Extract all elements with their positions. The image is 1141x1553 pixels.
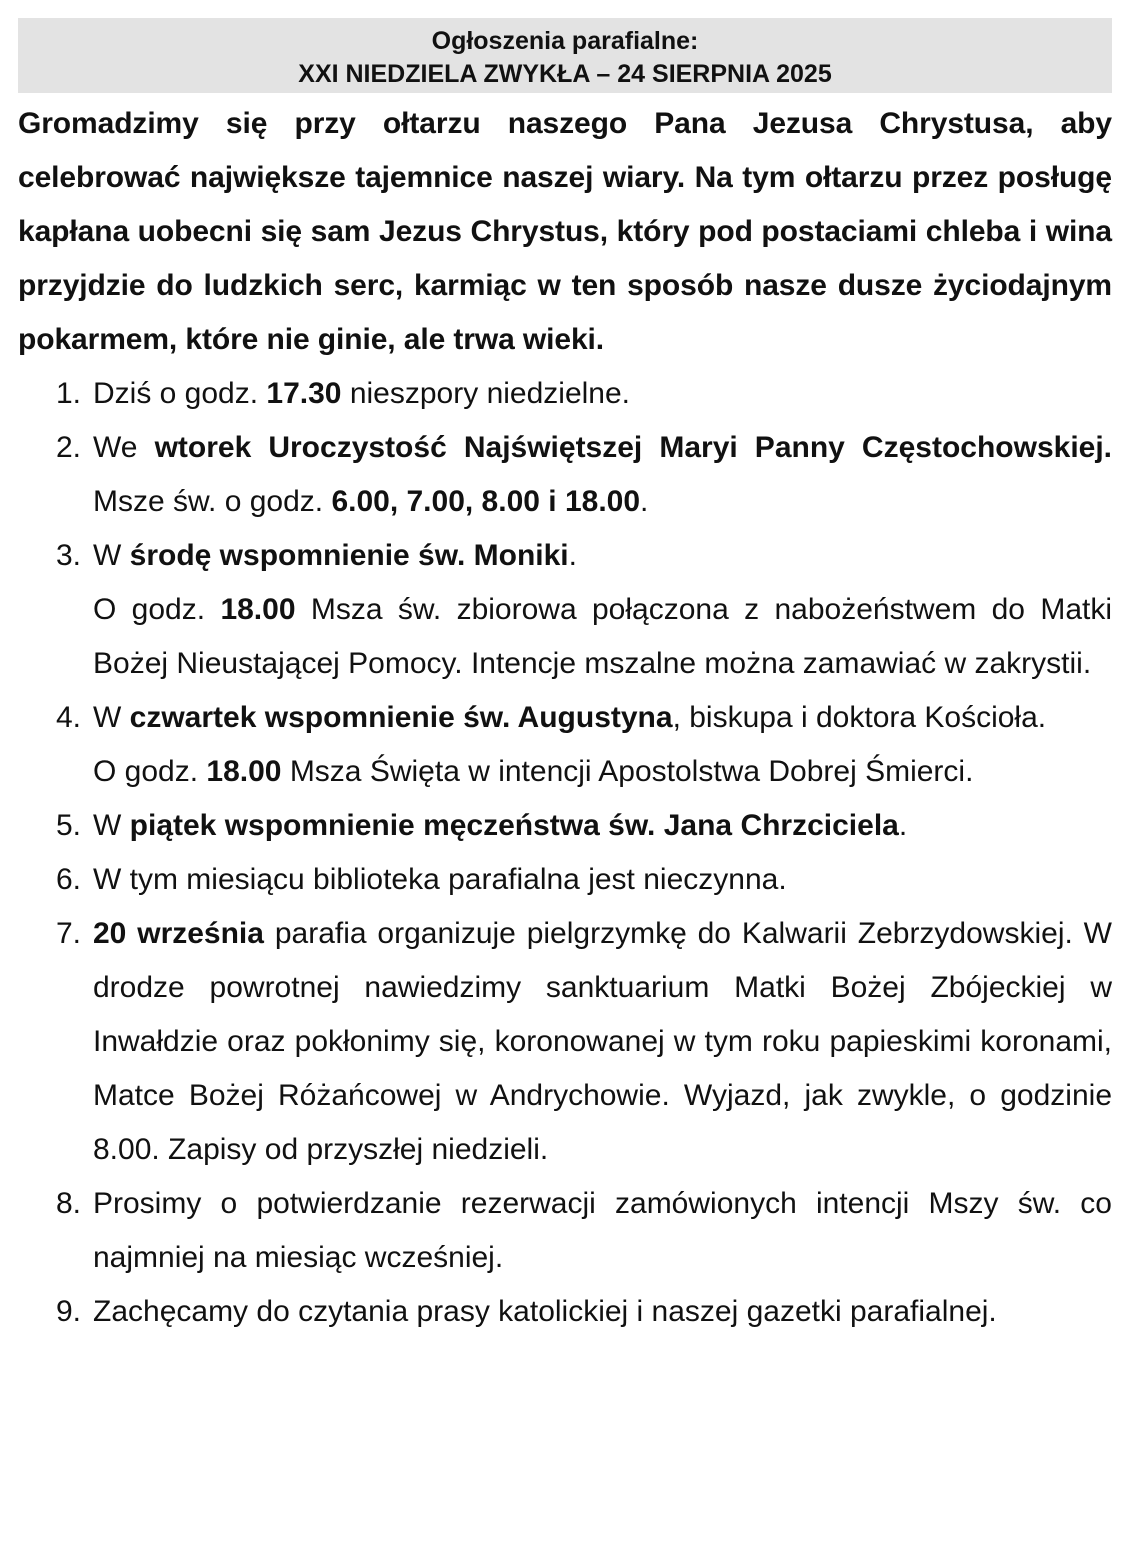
bold-text: 17.30 <box>266 377 342 410</box>
announcement-item <box>18 799 1112 853</box>
announcement-number: 9. <box>56 1295 82 1328</box>
bold-text: środę wspomnienie św. Moniki <box>129 539 569 572</box>
text-segment: Prosimy o potwierdzanie rezerwacji zamówionych intencji Mszy św. co najmniej na miesiąc wcześniej. <box>93 1187 1112 1274</box>
announcement-text <box>93 367 1112 421</box>
announcement-text <box>93 529 1112 583</box>
text-segment: nieszpory niedzielne. <box>341 377 631 410</box>
announcement-number: 6. <box>56 863 82 896</box>
bold-text: 20 września <box>93 917 264 950</box>
bold-text: 6.00, 7.00, 8.00 i 18.00 <box>331 485 641 518</box>
announcement-list <box>18 367 1112 1339</box>
bold-text: 18.00 <box>206 755 282 788</box>
bold-text: piątek wspomnienie męczeństwa św. Jana Chrzciciela <box>129 809 899 842</box>
announcement-item <box>18 1285 1112 1339</box>
header-box <box>18 18 1112 93</box>
text-segment: O godz. <box>93 755 207 788</box>
text-segment: W <box>93 809 130 842</box>
announcement-item <box>18 853 1112 907</box>
text-segment: Msza Święta w intencji Apostolstwa Dobrej Śmierci. <box>281 755 974 788</box>
bold-text: wtorek Uroczystość Najświętszej Maryi Panny Częstochowskiej. <box>154 431 1113 464</box>
text-segment: Zachęcamy do czytania prasy katolickiej i naszej gazetki parafialnej. <box>93 1295 997 1328</box>
intro-paragraph: Gromadzimy się przy ołtarzu naszego Pana Jezusa Chrystusa, aby celebrować największe tajemnice naszej wiary. Na tym ołtarzu przez posługę kapłana uobecni się sam Jezus Chrystus, który pod postaciami chleba i wina przyjdzie do ludzkich serc, karmiąc w ten sposób nasze dusze życiodajnym pokarmem, które nie ginie, ale trwa wieki. <box>18 107 1112 356</box>
announcement-text <box>93 853 1112 907</box>
text-segment: Msza św. zbiorowa połączona z nabożeństwem do Matki Bożej Nieustającej Pomocy. Intencje mszalne można zamawiać w zakrystii. <box>93 593 1112 680</box>
announcement-text <box>93 799 1112 853</box>
announcement-item <box>18 421 1112 529</box>
bold-text: czwartek wspomnienie św. Augustyna <box>129 701 673 734</box>
announcement-text <box>93 583 1112 691</box>
text-segment: W <box>93 701 130 734</box>
announcement-text <box>93 1177 1112 1285</box>
announcement-text <box>93 691 1112 745</box>
text-segment: We <box>93 431 155 464</box>
announcement-number: 4. <box>56 701 82 734</box>
text-segment: , biskupa i doktora Kościoła. <box>672 701 1047 734</box>
announcement-item <box>18 529 1112 691</box>
text-segment: Dziś o godz. <box>93 377 267 410</box>
announcement-number: 2. <box>56 431 82 464</box>
text-segment: parafia organizuje pielgrzymkę do Kalwarii Zebrzydowskiej. W drodze powrotnej nawiedzimy sanktuarium Matki Bożej Zbójeckiej w Inwałdzie oraz pokłonimy się, koronowanej w tym roku papieskimi koronami, Matce Bożej Różańcowej w Andrychowie. Wyjazd, jak zwykle, o godzinie 8.00. Zapisy od przyszłej niedzieli. <box>93 917 1112 1166</box>
announcement-text <box>93 421 1112 529</box>
announcement-text <box>93 1285 1112 1339</box>
text-segment: . <box>898 809 908 842</box>
announcement-number: 8. <box>56 1187 82 1220</box>
announcement-text <box>93 745 1112 799</box>
text-segment: . <box>640 485 649 518</box>
announcement-number: 7. <box>56 917 82 950</box>
announcement-number: 1. <box>56 377 82 410</box>
announcement-item <box>18 691 1112 799</box>
announcement-item <box>18 1177 1112 1285</box>
bold-text: 18.00 <box>220 593 296 626</box>
announcement-number: 5. <box>56 809 82 842</box>
text-segment: O godz. <box>93 593 221 626</box>
text-segment: W tym miesiącu biblioteka parafialna jest nieczynna. <box>93 863 787 896</box>
announcement-number: 3. <box>56 539 82 572</box>
header-subtitle: XXI NIEDZIELA ZWYKŁA – 24 SIERPNIA 2025 <box>298 60 832 88</box>
text-segment: W <box>93 539 130 572</box>
text-segment: Msze św. o godz. <box>93 485 332 518</box>
header-title: Ogłoszenia parafialne: <box>431 27 699 55</box>
announcement-text <box>93 907 1112 1177</box>
announcement-item <box>18 907 1112 1177</box>
text-segment: . <box>568 539 577 572</box>
announcement-item <box>18 367 1112 421</box>
